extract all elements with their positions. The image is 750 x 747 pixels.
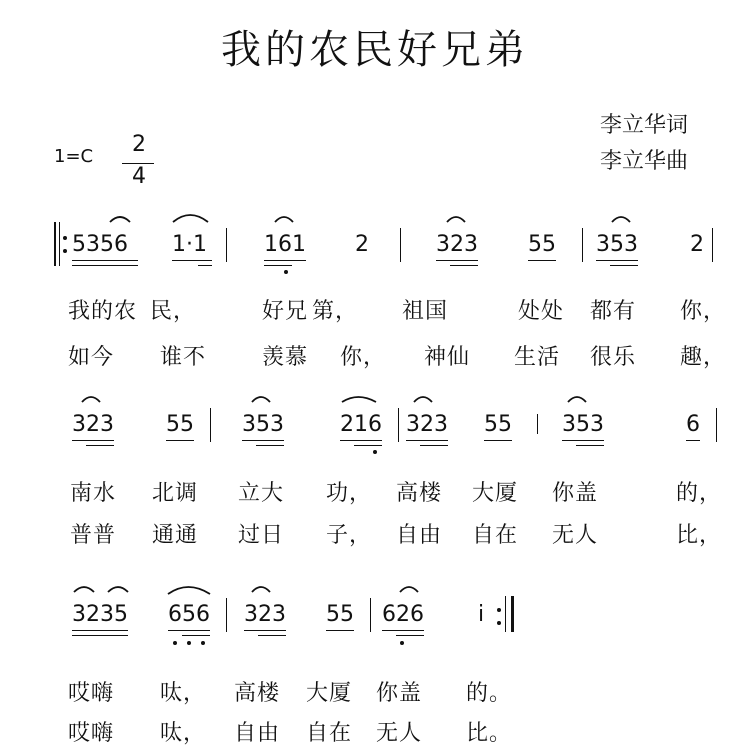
beam — [72, 440, 114, 441]
beam — [72, 260, 138, 261]
composer-credit: 李立华曲 — [600, 149, 689, 174]
note-group: 1·1 — [172, 232, 207, 257]
lyric: 谁不 — [160, 345, 207, 370]
low-octave-dot — [201, 641, 205, 645]
bar-line — [226, 598, 227, 632]
beam — [86, 445, 114, 446]
lyric: 羡慕 — [262, 345, 309, 370]
lyric: 你， — [340, 345, 387, 370]
beam — [420, 445, 448, 446]
lyric: 立大 — [238, 481, 285, 506]
bar-line — [210, 408, 211, 442]
bar-line — [370, 598, 371, 632]
low-octave-dot — [373, 450, 377, 454]
lyric: 生活 — [514, 345, 561, 370]
bar-line — [400, 228, 401, 262]
lyric: 南水 — [70, 481, 117, 506]
beam — [244, 630, 286, 631]
lyric: 比。 — [466, 721, 513, 746]
lyric: 都有 — [590, 299, 637, 324]
slur — [447, 217, 465, 222]
lyric: 你， — [680, 299, 727, 324]
beam — [436, 260, 478, 261]
beam — [168, 630, 210, 631]
time-signature-denominator: 4 — [132, 164, 146, 189]
lyric: 的， — [676, 481, 723, 506]
lyric: 自在 — [472, 523, 519, 548]
note-group: 656 — [168, 602, 210, 627]
repeat-start-thin-bar — [59, 222, 60, 266]
note: 2 — [690, 232, 704, 257]
bar-line — [716, 408, 717, 442]
lyric: 很乐 — [590, 345, 637, 370]
lyric: 我的农 — [68, 299, 138, 324]
repeat-dot — [497, 621, 501, 625]
beam — [72, 630, 128, 631]
note-group: 323 — [72, 412, 114, 437]
repeat-end-thin-bar — [505, 596, 506, 632]
note-group: 161 — [264, 232, 306, 257]
slur — [173, 215, 208, 222]
lyric: 哎嗨 — [68, 721, 115, 746]
slur — [612, 217, 630, 222]
lyric: 处处 — [518, 299, 565, 324]
lyric: 高楼 — [396, 481, 443, 506]
lyric: 普普 — [70, 523, 117, 548]
note-group: 55 — [166, 412, 194, 437]
bar-line — [226, 228, 227, 262]
lyric: 无人 — [552, 523, 599, 548]
note: 2 — [355, 232, 369, 257]
note-group: 55 — [484, 412, 512, 437]
repeat-end-thick-bar — [511, 596, 514, 632]
low-octave-dot — [284, 270, 288, 274]
lyric: 过日 — [238, 523, 285, 548]
lyricist-credit: 李立华词 — [600, 113, 689, 138]
beam — [72, 635, 128, 636]
beam — [264, 265, 292, 266]
beam — [596, 260, 638, 261]
lyric: 北调 — [152, 481, 199, 506]
note-group: 323 — [244, 602, 286, 627]
beam — [198, 265, 212, 266]
lyric: 你盖 — [376, 681, 423, 706]
beam — [382, 630, 424, 631]
note-group: 55 — [528, 232, 556, 257]
lyric: 呔， — [160, 721, 207, 746]
beam — [264, 260, 306, 261]
beam — [182, 635, 210, 636]
lyric: 第， — [312, 299, 359, 324]
note-group: 3235 — [72, 602, 128, 627]
repeat-dot — [63, 236, 67, 240]
note: 6 — [686, 412, 700, 437]
time-signature-numerator: 2 — [132, 132, 146, 157]
lyric: 自由 — [234, 721, 281, 746]
lyric: 子， — [326, 523, 373, 548]
note-group: 55 — [326, 602, 354, 627]
beam — [406, 440, 448, 441]
lyric: 高楼 — [234, 681, 281, 706]
note: i — [478, 602, 485, 627]
lyric: 神仙 — [424, 345, 471, 370]
slur — [74, 587, 94, 592]
low-octave-dot — [400, 641, 404, 645]
beam — [340, 440, 382, 441]
lyric: 民， — [150, 299, 197, 324]
lyric: 功， — [326, 481, 373, 506]
repeat-dot — [63, 249, 67, 253]
lyric: 通通 — [152, 523, 199, 548]
beam — [354, 445, 382, 446]
slur — [168, 587, 210, 594]
low-octave-dot — [173, 641, 177, 645]
beam — [242, 440, 284, 441]
bar-line — [712, 228, 713, 262]
lyric: 趣， — [680, 345, 727, 370]
beam — [528, 260, 556, 261]
slur — [82, 397, 100, 402]
lyric: 比， — [676, 523, 723, 548]
note-group: 323 — [406, 412, 448, 437]
beam — [72, 265, 138, 266]
slur — [342, 397, 376, 402]
lyric: 祖国 — [402, 299, 449, 324]
bar-line — [398, 408, 399, 442]
lyric: 大厦 — [306, 681, 353, 706]
slur — [568, 397, 586, 402]
beam — [172, 260, 212, 261]
song-title: 我的农民好兄弟 — [221, 27, 529, 73]
lyric: 呔， — [160, 681, 207, 706]
slur — [108, 587, 128, 592]
beam — [686, 440, 700, 441]
bar-line — [537, 414, 538, 434]
beam — [256, 445, 284, 446]
beam — [258, 635, 286, 636]
lyric: 如今 — [68, 345, 115, 370]
lyric: 自在 — [306, 721, 353, 746]
slur — [252, 587, 270, 592]
slur — [110, 217, 130, 222]
note-group: 353 — [596, 232, 638, 257]
slur — [275, 217, 293, 222]
slur — [414, 397, 432, 402]
note-group: 216 — [340, 412, 382, 437]
slur — [252, 397, 270, 402]
key-signature: 1=C — [54, 146, 94, 167]
slur — [400, 587, 418, 592]
lyric: 无人 — [376, 721, 423, 746]
lyric: 好兄 — [262, 299, 309, 324]
beam — [450, 265, 478, 266]
lyric: 哎嗨 — [68, 681, 115, 706]
beam — [576, 445, 604, 446]
repeat-dot — [497, 608, 501, 612]
note-group: 626 — [382, 602, 424, 627]
lyric: 大厦 — [472, 481, 519, 506]
bar-line — [582, 228, 583, 262]
beam — [396, 635, 424, 636]
repeat-start-thick-bar — [54, 222, 56, 266]
low-octave-dot — [187, 641, 191, 645]
note-group: 5356 — [72, 232, 128, 257]
note-group: 353 — [562, 412, 604, 437]
lyric: 你盖 — [552, 481, 599, 506]
note-group: 323 — [436, 232, 478, 257]
beam — [326, 630, 354, 631]
beam — [610, 265, 638, 266]
lyric: 的。 — [466, 681, 513, 706]
beam — [484, 440, 512, 441]
beam — [166, 440, 194, 441]
beam — [562, 440, 604, 441]
note-group: 353 — [242, 412, 284, 437]
lyric: 自由 — [396, 523, 443, 548]
